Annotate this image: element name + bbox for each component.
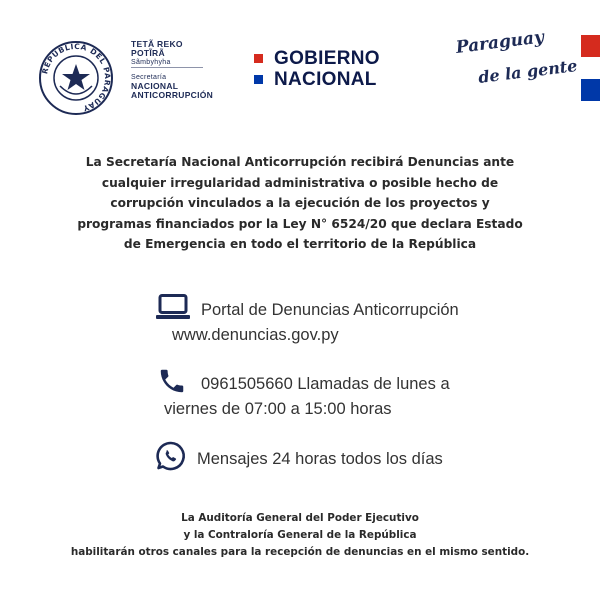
secretaria-line1: NACIONAL xyxy=(131,81,179,91)
secretaria-logo-text xyxy=(131,40,213,100)
portal-title: Portal de Denuncias Anticorrupción xyxy=(201,301,459,319)
footer-paragraph xyxy=(40,510,560,561)
whatsapp-text: Mensajes 24 horas todos los días xyxy=(197,450,443,468)
footer-line1: La Auditoría General del Poder Ejecutivo xyxy=(181,512,419,524)
intro-line: cualquier irregularidad administrativa o posible hecho de xyxy=(101,175,499,190)
footer-line3: habilitarán otros canales para la recepción de denuncias en el mismo sentido. xyxy=(70,546,530,558)
red-square-icon xyxy=(254,54,263,63)
paraguay-seal-icon xyxy=(38,40,114,116)
laptop-icon xyxy=(155,294,191,320)
paraguay-flag-icon xyxy=(581,35,600,101)
slogan-line1: Paraguay xyxy=(454,27,546,58)
whatsapp-icon xyxy=(155,440,187,472)
gobierno-nacional-logo xyxy=(254,48,380,90)
tagline-line3: Sãmbyhyha xyxy=(131,59,171,66)
gobierno-line1: GOBIERNO xyxy=(274,47,380,69)
phone-icon xyxy=(157,366,187,396)
portal-url[interactable]: www.denuncias.gov.py xyxy=(172,326,339,344)
intro-line: programas financiados por la Ley N° 6524/20 que declara Estado xyxy=(77,216,523,231)
intro-paragraph xyxy=(40,152,560,255)
slogan-line2: de la gente xyxy=(477,56,579,87)
intro-line: La Secretaría Nacional Anticorrupción recibirá Denuncias ante xyxy=(85,155,515,169)
intro-line: corrupción vinculados a la ejecución de los proyectos y xyxy=(110,196,490,210)
intro-line: de Emergencia en todo el territorio de la República xyxy=(123,237,477,251)
blue-square-icon xyxy=(254,75,263,84)
phone-line1: 0961505660 Llamadas de lunes a xyxy=(201,375,450,393)
phone-line2: viernes de 07:00 a 15:00 horas xyxy=(164,400,392,418)
footer-line2: y la Contraloría General de la República xyxy=(183,529,417,541)
gobierno-line2: NACIONAL xyxy=(274,68,377,90)
tagline-line2: POTĨRÃ xyxy=(131,48,165,58)
tagline-line1: TETÃ REKO xyxy=(131,39,183,49)
slogan xyxy=(454,27,579,87)
secretaria-line2: ANTICORRUPCIÓN xyxy=(131,90,214,100)
seal-text: REPÚBLICA DEL PARAGUAY xyxy=(40,41,113,114)
secretaria-label: Secretaría xyxy=(131,74,167,81)
